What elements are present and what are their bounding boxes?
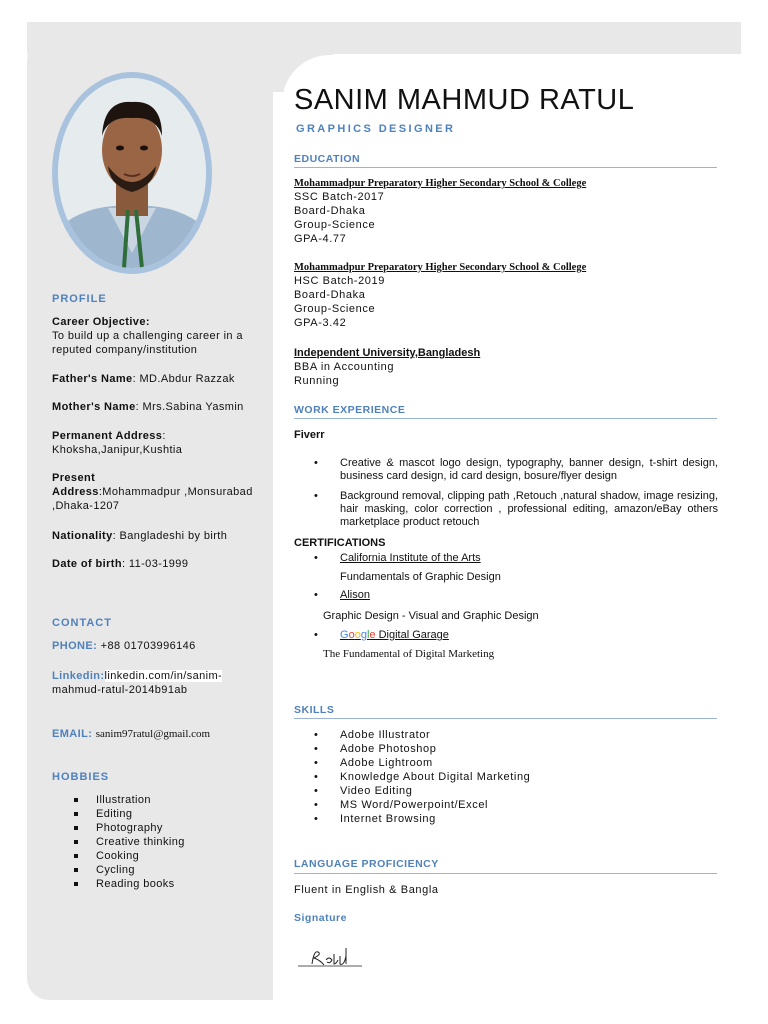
- certifications-list: [294, 629, 718, 642]
- language-divider: [294, 873, 717, 874]
- hobby-item: Editing: [52, 807, 267, 821]
- mother-name-value: : Mrs.Sabina Yasmin: [135, 401, 244, 413]
- hobby-item: Illustration: [52, 793, 267, 807]
- work-heading: WORK EXPERIENCE: [294, 404, 406, 416]
- present-address-label-line2: Address: [52, 486, 99, 498]
- email: [52, 727, 267, 741]
- present-address-value-line1: :Mohammadpur ,Monsurabad: [98, 486, 253, 498]
- skill-item: • MS Word/Powerpoint/Excel: [294, 798, 718, 812]
- google-rest: Digital Garage: [375, 629, 449, 641]
- career-objective: [52, 315, 262, 357]
- certification-provider: [294, 552, 718, 565]
- phone-label: PHONE:: [52, 640, 98, 652]
- father-name-value: : MD.Abdur Razzak: [132, 373, 235, 385]
- mother-name-label: Mother's Name: [52, 401, 136, 413]
- person-name: SANIM MAHMUD RATUL: [294, 84, 635, 116]
- work-item: • Background removal, clipping path ,Retouch ,natural shadow, image resizing, hair masking, color correction , professional editing, amazon/eBay others marketplace product retouch: [294, 490, 718, 529]
- certification-provider: [294, 629, 718, 642]
- father-name: [52, 372, 267, 386]
- education-line: Board-Dhaka: [294, 205, 366, 217]
- skill-item: • Adobe Illustrator: [294, 728, 718, 742]
- certifications-list: [294, 552, 718, 565]
- date-of-birth: [52, 557, 267, 571]
- linkedin: [52, 669, 267, 697]
- google-letter: G: [340, 629, 349, 641]
- dob-value: : 11-03-1999: [121, 558, 189, 570]
- google-letter: o: [348, 629, 355, 641]
- google-letter: g: [360, 629, 367, 641]
- skills-heading: SKILLS: [294, 704, 335, 716]
- nationality: [52, 529, 267, 543]
- education-line: HSC Batch-2019: [294, 275, 385, 287]
- signature-svg: [296, 942, 366, 972]
- cert-provider-alison[interactable]: Alison: [340, 589, 370, 601]
- cert-provider-google[interactable]: [340, 629, 449, 641]
- education-line: SSC Batch-2017: [294, 191, 385, 203]
- email-label: EMAIL:: [52, 728, 93, 740]
- certifications-list: [294, 589, 718, 602]
- skills-list: [294, 728, 718, 826]
- cert-course: Graphic Design - Visual and Graphic Design: [323, 610, 539, 622]
- education-line: Group-Science: [294, 219, 376, 231]
- work-list: [294, 457, 718, 529]
- skill-item: • Adobe Photoshop: [294, 742, 718, 756]
- school-name: Mohammadpur Preparatory Higher Secondary School & College: [294, 178, 587, 189]
- permanent-address-label: Permanent Address: [52, 430, 163, 442]
- permanent-address-colon: :: [162, 430, 166, 442]
- linkedin-link-line1[interactable]: linkedin.com/in/sanim-: [104, 670, 223, 682]
- skill-item: • Internet Browsing: [294, 812, 718, 826]
- education-divider: [294, 167, 717, 168]
- email-value[interactable]: sanim97ratul@gmail.com: [95, 728, 211, 740]
- education-line: Running: [294, 375, 340, 387]
- father-name-label: Father's Name: [52, 373, 133, 385]
- present-address-label-line1: Present: [52, 472, 96, 484]
- cert-provider-calarts[interactable]: California Institute of the Arts: [340, 552, 481, 564]
- hobby-item: Reading books: [52, 877, 267, 891]
- linkedin-label: Linkedin:: [52, 670, 105, 682]
- language-value: Fluent in English & Bangla: [294, 884, 439, 896]
- certification-provider: [294, 589, 718, 602]
- dob-label: Date of birth: [52, 558, 122, 570]
- hobby-item: Cycling: [52, 863, 267, 877]
- education-line: Group-Science: [294, 303, 376, 315]
- profile-photo: [58, 78, 206, 268]
- career-objective-label: Career Objective:: [52, 316, 150, 328]
- contact-heading: CONTACT: [52, 617, 112, 629]
- phone: [52, 639, 267, 653]
- education-entry: [294, 177, 724, 246]
- hobby-item: Creative thinking: [52, 835, 267, 849]
- mother-name: [52, 400, 267, 414]
- cert-course: The Fundamental of Digital Marketing: [323, 648, 495, 660]
- google-letter: o: [354, 629, 361, 641]
- education-line: Board-Dhaka: [294, 289, 366, 301]
- work-divider: [294, 418, 717, 419]
- hobbies-list: [52, 793, 267, 891]
- education-entry: [294, 346, 724, 388]
- hobby-item: Cooking: [52, 849, 267, 863]
- nationality-value: : Bangladeshi by birth: [112, 530, 228, 542]
- permanent-address: [52, 429, 267, 457]
- nationality-label: Nationality: [52, 530, 113, 542]
- profile-heading: PROFILE: [52, 293, 107, 305]
- education-line: GPA-3.42: [294, 317, 347, 329]
- certifications-heading: CERTIFICATIONS: [294, 537, 386, 549]
- google-letter: e: [369, 629, 376, 641]
- hobby-item: Photography: [52, 821, 267, 835]
- skill-item: • Knowledge About Digital Marketing: [294, 770, 718, 784]
- present-address: [52, 471, 267, 513]
- job-title: GRAPHICS DESIGNER: [296, 123, 456, 135]
- google-letter: l: [366, 629, 370, 641]
- permanent-address-value: Khoksha,Janipur,Kushtia: [52, 444, 183, 456]
- linkedin-link-line2[interactable]: mahmud-ratul-2014b91ab: [52, 684, 188, 696]
- language-heading: LANGUAGE PROFICIENCY: [294, 858, 439, 870]
- skill-item: • Adobe Lightroom: [294, 756, 718, 770]
- work-company: Fiverr: [294, 429, 325, 441]
- present-address-value-line2: ,Dhaka-1207: [52, 500, 120, 512]
- education-line: GPA-4.77: [294, 233, 347, 245]
- skill-item: • Video Editing: [294, 784, 718, 798]
- education-heading: EDUCATION: [294, 153, 361, 165]
- signature-image: [296, 942, 366, 972]
- skills-divider: [294, 718, 717, 719]
- cert-course: Fundamentals of Graphic Design: [340, 571, 501, 583]
- work-item: • Creative & mascot logo design, typography, banner design, t-shirt design, business card design, id card design, bosure/flyer design: [294, 457, 718, 483]
- school-name: Mohammadpur Preparatory Higher Secondary School & College: [294, 262, 587, 273]
- education-line: BBA in Accounting: [294, 361, 395, 373]
- career-objective-text: To build up a challenging career in a reputed company/institution: [52, 330, 243, 356]
- signature-heading: Signature: [294, 912, 347, 924]
- university-name: Independent University,Bangladesh: [294, 347, 481, 359]
- phone-value[interactable]: +88 01703996146: [100, 640, 196, 652]
- hobbies-heading: HOBBIES: [52, 771, 110, 783]
- education-entry: [294, 261, 724, 330]
